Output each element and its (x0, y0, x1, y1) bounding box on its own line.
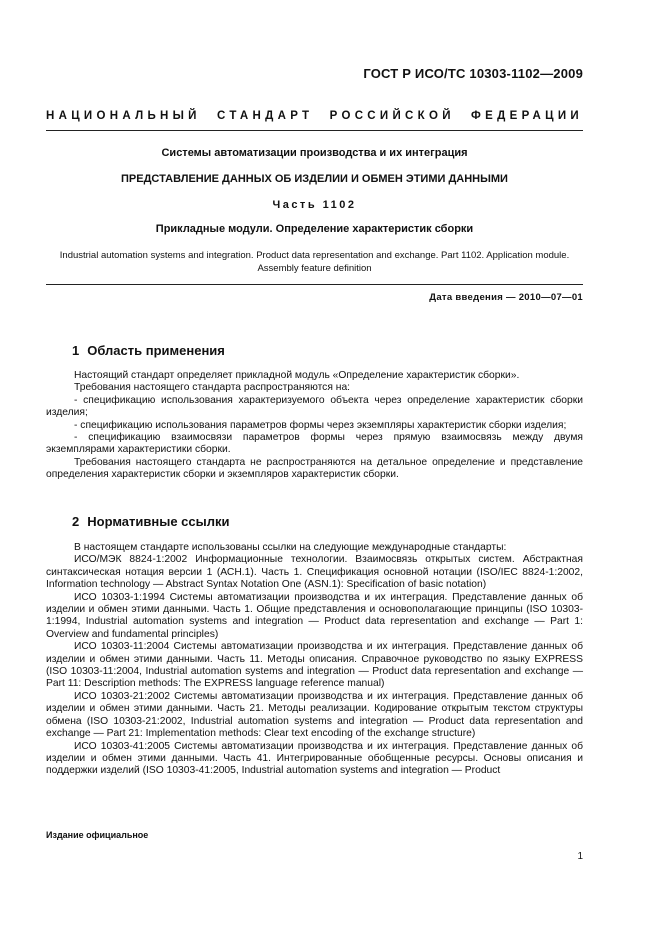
paragraph: Настоящий стандарт определяет прикладной модуль «Определение характеристик сборки». (74, 370, 520, 381)
english-title-line-2: Assembly feature definition (257, 263, 372, 274)
gost-code: ГОСТ Р ИСО/ТС 10303-1102—2009 (363, 66, 583, 81)
national-standard-heading (46, 110, 583, 122)
reference-entry: ИСО 10303-41:2005 Системы автоматизации производства и их интеграция. Представление данных об изделии и обмен этими данными. Часть 41. Интегрированные обобщенные ресурсы. Основы описания и поддержки изделий (ISO 10303-41:2005, Industrial automation systems and integration — Product (46, 740, 583, 777)
paragraph: В настоящем стандарте использованы ссылки на следующие международные стандарты: (74, 542, 507, 553)
reference-entry: ИСО 10303-11:2004 Системы автоматизации производства и их интеграция. Представление данных об изделии и обмен этими данными. Часть 11. Методы описания. Справочное руководство по языку EXPRESS (ISO 10303-11:2004, Industrial automation systems and integration — Product data representation and exchange — Part 11: Description methods: The EXPRESS language reference manual) (46, 641, 583, 690)
list-item: - спецификацию использования параметров формы через экземпляры характеристик сборки изделия; (74, 419, 567, 431)
national-word-4: ФЕДЕРАЦИИ (471, 110, 583, 122)
part-title: Часть 1102 (272, 199, 357, 211)
list-item: - спецификацию взаимосвязи параметров формы через прямую взаимосвязь между двумя экземплярами характеристики сборки. (46, 432, 583, 456)
section-1-title: Область применения (87, 343, 225, 358)
main-title: ПРЕДСТАВЛЕНИЕ ДАННЫХ ОБ ИЗДЕЛИИ И ОБМЕН ЭТИМИ ДАННЫМИ (121, 173, 508, 185)
date-of-introduction: Дата введения — 2010—07—01 (429, 292, 583, 303)
subtitle: Прикладные модули. Определение характеристик сборки (155, 223, 474, 235)
title-rule (46, 284, 583, 285)
section-2-body (46, 542, 583, 778)
section-2-heading (72, 514, 229, 529)
list-item: - спецификацию использования характеризуемого объекта через определение характеристик сборки изделия; (46, 394, 583, 419)
reference-entry: ИСО 10303-21:2002 Системы автоматизации производства и их интеграция. Представление данных об изделии и обмен этими данными. Часть 21. Методы реализации. Кодирование открытым текстом структуры обмена (ISO 10303-21:2002, Industrial automation systems and integration — Product data representation and exchange — Part 21: Implementation methods: Clear text encoding of the exchange structure) (46, 690, 583, 740)
national-word-1: НАЦИОНАЛЬНЫЙ (46, 110, 201, 122)
page-number: 1 (577, 851, 583, 862)
series-title: Системы автоматизации производства и их интеграция (161, 147, 468, 159)
top-rule (46, 130, 583, 131)
reference-entry: ИСО/МЭК 8824-1:2002 Информационные технологии. Взаимосвязь открытых систем. Абстрактная синтаксическая нотация версии 1 (АСН.1). Часть 1. Спецификация основной нотации (ISO/IEC 8824-1:2002, Information technology — Abstract Syntax Notation One (ASN.1): Specification of basic notation) (46, 554, 583, 591)
national-word-3: РОССИЙСКОЙ (329, 110, 455, 122)
section-2-number: 2 (72, 514, 80, 529)
paragraph: Требования настоящего стандарта не распространяются на детальное определение и представление определения характеристик сборки и экземпляров характеристик сборки. (46, 456, 583, 481)
section-1-number: 1 (72, 343, 80, 358)
section-1-heading (72, 343, 225, 358)
english-title-line-1: Industrial automation systems and integration. Product data representation and exchange. Part 1102. Application module. (59, 250, 570, 261)
paragraph: Требования настоящего стандарта распространяются на: (74, 382, 351, 394)
national-word-2: СТАНДАРТ (217, 110, 314, 122)
section-2-title: Нормативные ссылки (87, 514, 230, 529)
section-1-body (46, 370, 583, 482)
reference-entry: ИСО 10303-1:1994 Системы автоматизации производства и их интеграция. Представление данных об изделии и обмен этими данными. Часть 1. Общие представления и основополагающие принципы (ISO 10303-1:1994, Industrial automation systems and integration — Product data representation and exchange — Part 1: Overview and fundamental principles) (46, 591, 583, 640)
official-edition-label: Издание официальное (46, 830, 149, 840)
